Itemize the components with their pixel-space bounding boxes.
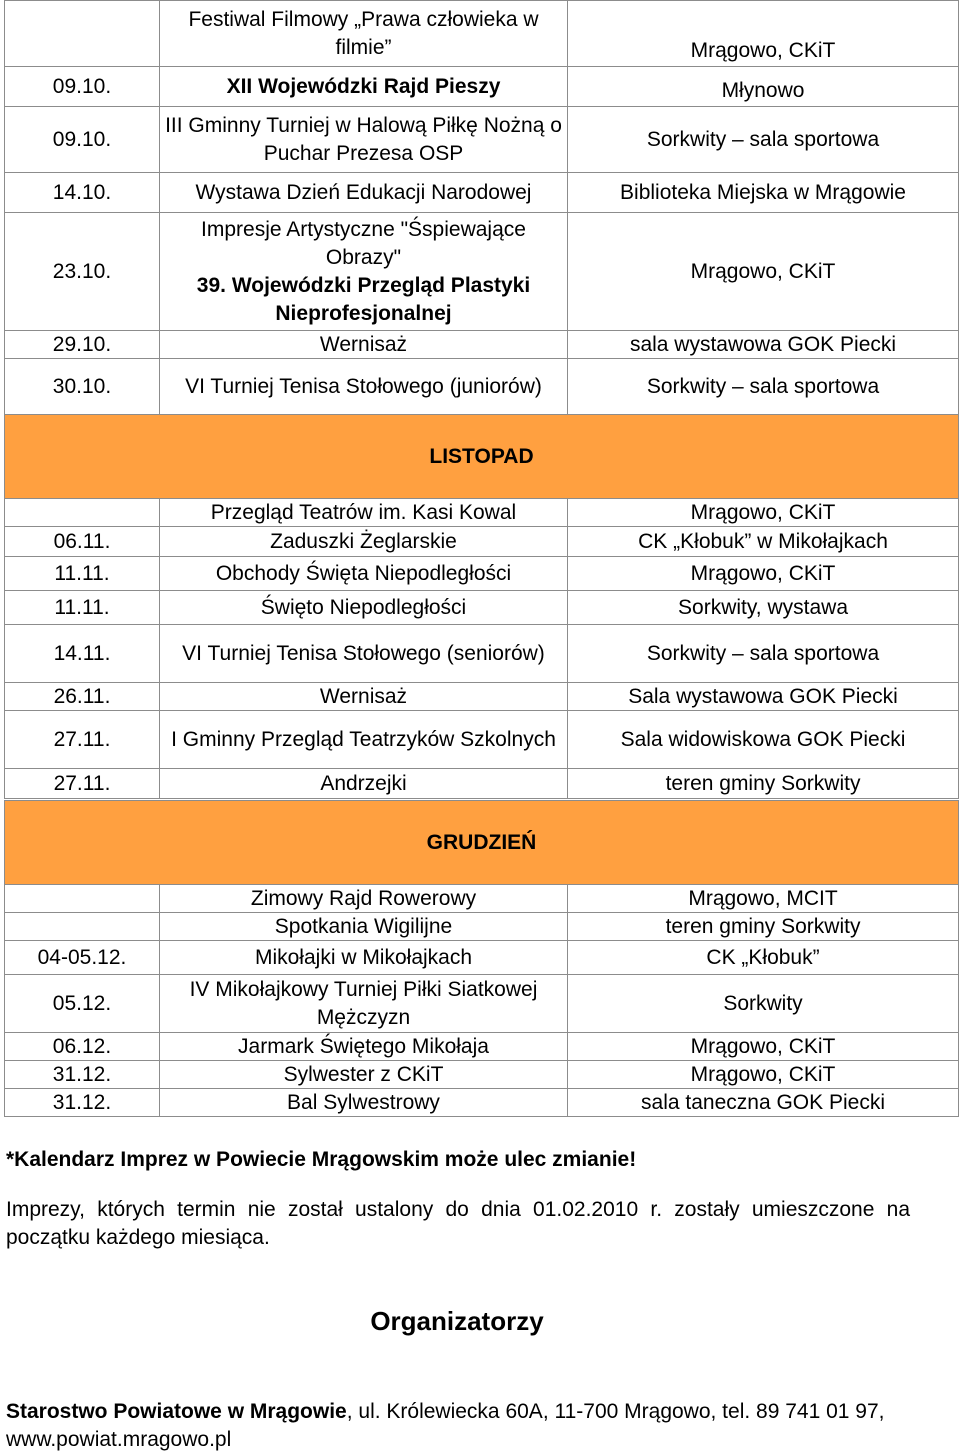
event-title: Sylwester z CKiT: [160, 1061, 568, 1089]
event-title: Bal Sylwestrowy: [160, 1089, 568, 1117]
event-place: teren gminy Sorkwity: [568, 769, 959, 799]
event-title: Przegląd Teatrów im. Kasi Kowal: [160, 499, 568, 527]
calendar-change-note: *Kalendarz Imprez w Powiecie Mrągowskim może ulec zmianie!: [6, 1148, 637, 1171]
event-title: VI Turniej Tenisa Stołowego (seniorów): [160, 625, 568, 683]
table-row: [5, 1089, 959, 1117]
event-date: 09.10.: [5, 67, 160, 107]
table-row: [5, 591, 959, 625]
month-header-row: [5, 415, 959, 499]
event-place: Biblioteka Miejska w Mrągowie: [568, 173, 959, 213]
table-row: [5, 683, 959, 711]
event-date: 14.11.: [5, 625, 160, 683]
event-date: 29.10.: [5, 331, 160, 359]
event-date: 09.10.: [5, 107, 160, 173]
event-date: 31.12.: [5, 1061, 160, 1089]
table-row: [5, 331, 959, 359]
event-date: 11.11.: [5, 591, 160, 625]
event-place: Mrągowo, CKiT: [568, 1033, 959, 1061]
table-row: [5, 1061, 959, 1089]
event-date: 14.10.: [5, 173, 160, 213]
event-title: Spotkania Wigilijne: [160, 913, 568, 941]
event-place: Sorkwity – sala sportowa: [568, 359, 959, 415]
event-title-line: 39. Wojewódzki Przegląd Plastyki Nieprofesjonalnej: [196, 273, 531, 325]
organizer-name: Starostwo Powiatowe w Mrągowie: [6, 1400, 347, 1423]
event-title: Obchody Święta Niepodległości: [160, 557, 568, 591]
event-date: 27.11.: [5, 769, 160, 799]
event-place: Sorkwity – sala sportowa: [568, 107, 959, 173]
event-place: Sorkwity – sala sportowa: [568, 625, 959, 683]
event-place: Sorkwity: [568, 975, 959, 1033]
table-row: [5, 1033, 959, 1061]
event-date: 04-05.12.: [5, 941, 160, 975]
event-place: Mrągowo, CKiT: [568, 213, 959, 331]
event-title: IV Mikołajkowy Turniej Piłki Siatkowej Mężczyzn: [160, 975, 568, 1033]
event-title: Święto Niepodległości: [160, 591, 568, 625]
event-title: Jarmark Świętego Mikołaja: [160, 1033, 568, 1061]
event-title: VI Turniej Tenisa Stołowego (juniorów): [160, 359, 568, 415]
organizer-details: , ul. Królewiecka 60A, 11-700 Mrągowo, tel. 89 741 01 97, www.powiat.mragowo.pl: [6, 1400, 885, 1451]
event-date: [5, 885, 160, 913]
table-row: [5, 213, 959, 331]
event-place: Sorkwity, wystawa: [568, 591, 959, 625]
table-row: [5, 711, 959, 769]
event-place: Mrągowo, MCIT: [568, 885, 959, 913]
event-place: Mrągowo, CKiT: [568, 557, 959, 591]
event-title: Andrzejki: [160, 769, 568, 799]
event-date: 11.11.: [5, 557, 160, 591]
event-title: [160, 213, 568, 331]
table-row: [5, 625, 959, 683]
event-place: Mrągowo, CKiT: [568, 1061, 959, 1089]
event-title: I Gminny Przegląd Teatrzyków Szkolnych: [160, 711, 568, 769]
event-place: teren gminy Sorkwity: [568, 913, 959, 941]
event-date: [5, 913, 160, 941]
event-date: 23.10.: [5, 213, 160, 331]
table-row: [5, 557, 959, 591]
event-title: Wystawa Dzień Edukacji Narodowej: [160, 173, 568, 213]
table-row: [5, 941, 959, 975]
event-place: Młynowo: [568, 67, 959, 107]
event-date: 06.12.: [5, 1033, 160, 1061]
event-title: Zimowy Rajd Rowerowy: [160, 885, 568, 913]
event-date: 30.10.: [5, 359, 160, 415]
events-table-november: [4, 414, 959, 799]
event-title: XII Wojewódzki Rajd Pieszy: [160, 67, 568, 107]
table-row: [5, 885, 959, 913]
event-title-line: Impresje Artystyczne "Śspiewające Obrazy": [201, 217, 526, 269]
event-place: Sala widowiskowa GOK Piecki: [568, 711, 959, 769]
event-title: Zaduszki Żeglarskie: [160, 527, 568, 557]
event-place: sala wystawowa GOK Piecki: [568, 331, 959, 359]
table-row: [5, 769, 959, 799]
month-header-december: GRUDZIEŃ: [5, 801, 959, 885]
event-title: III Gminny Turniej w Halową Piłkę Nożną o Puchar Prezesa OSP: [160, 107, 568, 173]
table-row: [5, 1, 959, 67]
table-row: [5, 975, 959, 1033]
month-header-row: [5, 801, 959, 885]
event-date: [5, 1, 160, 67]
event-title: Wernisaż: [160, 683, 568, 711]
events-table-december: [4, 800, 959, 1117]
month-header-november: LISTOPAD: [5, 415, 959, 499]
events-table-october: [4, 0, 959, 415]
event-place: Mrągowo, CKiT: [568, 1, 959, 67]
event-date: 27.11.: [5, 711, 160, 769]
event-date: 05.12.: [5, 975, 160, 1033]
event-date: 31.12.: [5, 1089, 160, 1117]
event-title: Wernisaż: [160, 331, 568, 359]
event-date: 26.11.: [5, 683, 160, 711]
table-row: [5, 359, 959, 415]
organizer-contact: [6, 1398, 916, 1454]
event-place: sala taneczna GOK Piecki: [568, 1089, 959, 1117]
event-title: Mikołajki w Mikołajkach: [160, 941, 568, 975]
event-place: CK „Kłobuk” w Mikołajkach: [568, 527, 959, 557]
event-place: CK „Kłobuk”: [568, 941, 959, 975]
table-row: [5, 67, 959, 107]
unscheduled-events-paragraph: Imprezy, których termin nie został ustalony do dnia 01.02.2010 r. zostały umieszczone na początku każdego miesiąca.: [6, 1198, 910, 1249]
table-row: [5, 107, 959, 173]
table-row: [5, 499, 959, 527]
event-date: [5, 499, 160, 527]
organizers-heading: Organizatorzy: [370, 1306, 544, 1336]
table-row: [5, 173, 959, 213]
event-date: 06.11.: [5, 527, 160, 557]
event-place: Mrągowo, CKiT: [568, 499, 959, 527]
event-place: Sala wystawowa GOK Piecki: [568, 683, 959, 711]
table-row: [5, 527, 959, 557]
table-row: [5, 913, 959, 941]
event-title: Festiwal Filmowy „Prawa człowieka w filmie”: [160, 1, 568, 67]
